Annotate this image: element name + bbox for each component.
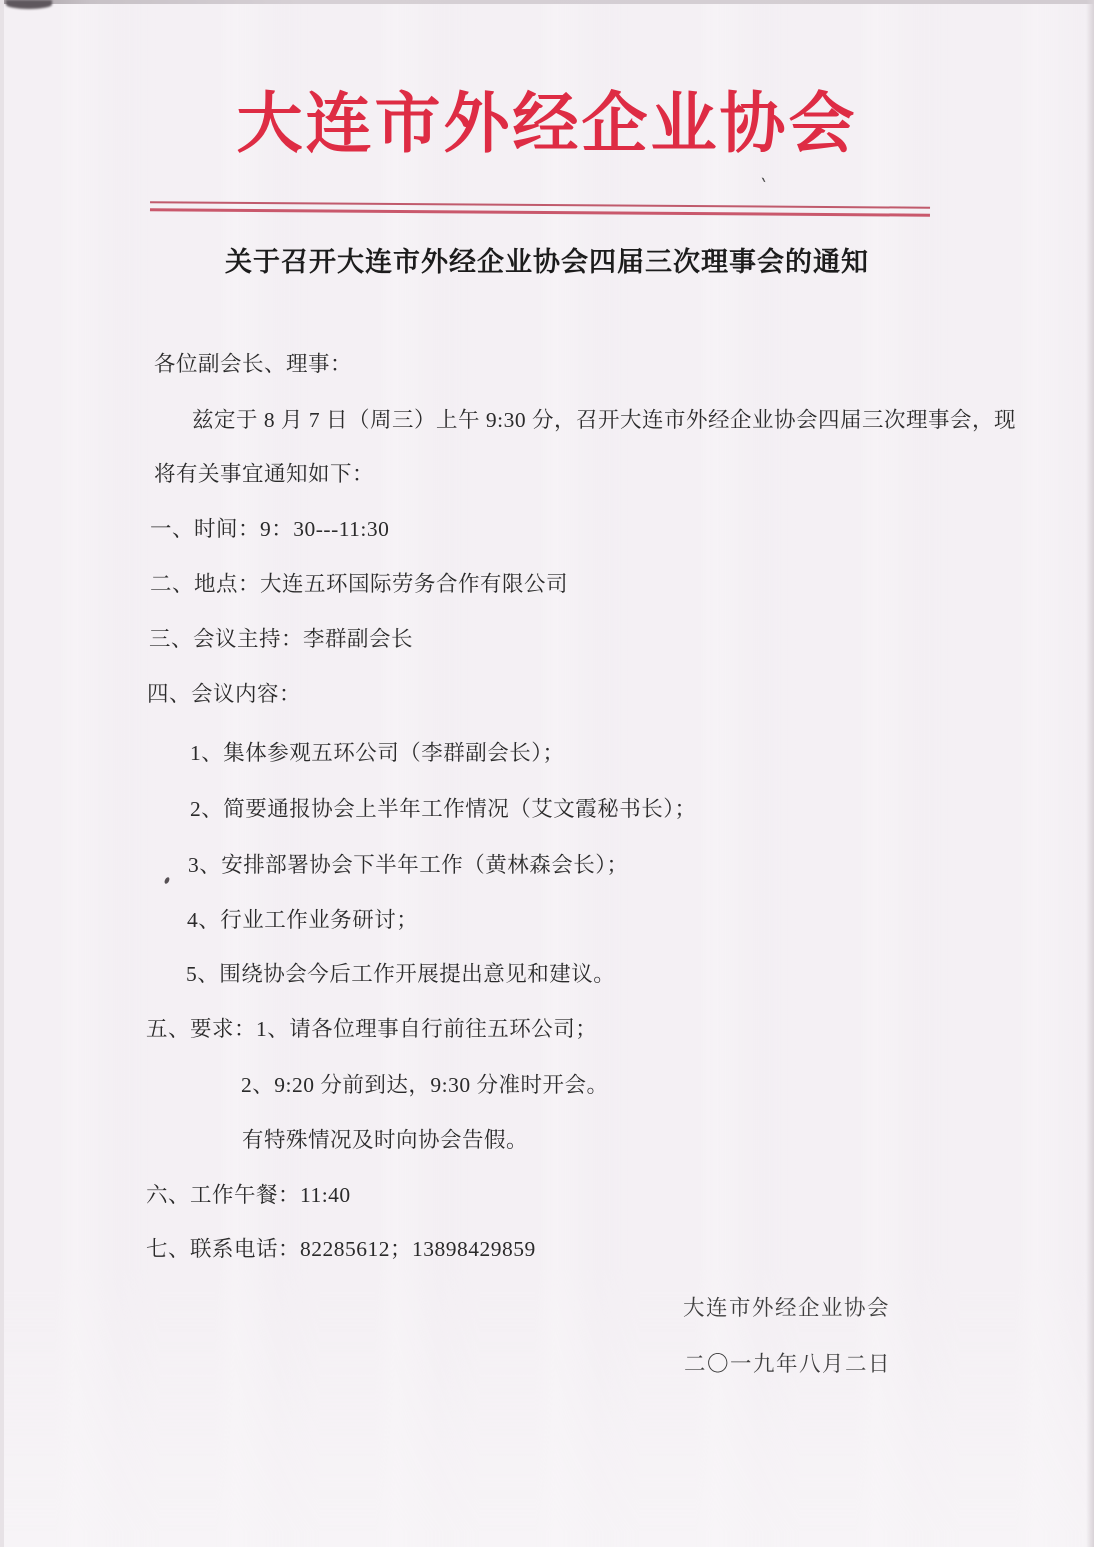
notice-title: 关于召开大连市外经企业协会四届三次理事会的通知 bbox=[225, 247, 869, 277]
letterhead-org-title: 大连市外经企业协会 bbox=[236, 88, 858, 161]
item-time: 一、时间：9：30---11:30 bbox=[150, 517, 390, 541]
item-host: 三、会议主持：李群副会长 bbox=[149, 627, 414, 651]
require-item-3: 有特殊情况及时向协会告假。 bbox=[242, 1128, 529, 1152]
item-lunch: 六、工作午餐：11:40 bbox=[146, 1183, 351, 1207]
require-item-2: 2、9:20 分前到达，9:30 分准时开会。 bbox=[241, 1073, 609, 1097]
salutation: 各位副会长、理事： bbox=[154, 352, 353, 376]
agenda-item-4: 4、行业工作业务研讨； bbox=[187, 908, 419, 932]
scan-edge-smudge bbox=[6, 0, 52, 9]
agenda-item-5: 5、围绕协会今后工作开展提出意见和建议。 bbox=[186, 962, 616, 986]
letterhead-double-rule bbox=[150, 201, 930, 216]
scan-speck bbox=[164, 876, 171, 884]
item-require: 五、要求：1、请各位理事自行前往五环公司； bbox=[146, 1017, 598, 1041]
scan-stray-mark: ` bbox=[754, 174, 772, 200]
scan-edge-right bbox=[1086, 0, 1094, 1547]
intro-line-1: 兹定于 8 月 7 日（周三）上午 9:30 分，召开大连市外经企业协会四届三次理事会，现 bbox=[192, 408, 1016, 432]
item-phone: 七、联系电话：82285612；13898429859 bbox=[146, 1237, 536, 1261]
item-place: 二、地点：大连五环国际劳务合作有限公司 bbox=[150, 572, 569, 596]
item-agenda-head: 四、会议内容： bbox=[147, 682, 302, 706]
agenda-item-3: 3、安排部署协会下半年工作（黄林森会长）； bbox=[188, 853, 629, 877]
signature-date: 二〇一九年八月二日 bbox=[684, 1352, 892, 1376]
scan-edge-left bbox=[0, 0, 4, 1547]
intro-line-2: 将有关事宜通知如下： bbox=[154, 462, 375, 486]
agenda-item-1: 1、集体参观五环公司（李群副会长）； bbox=[190, 741, 565, 765]
scan-edge-top bbox=[0, 0, 1094, 4]
signature-org: 大连市外经企业协会 bbox=[683, 1296, 891, 1320]
agenda-item-2: 2、简要通报协会上半年工作情况（艾文霞秘书长）； bbox=[190, 797, 697, 821]
